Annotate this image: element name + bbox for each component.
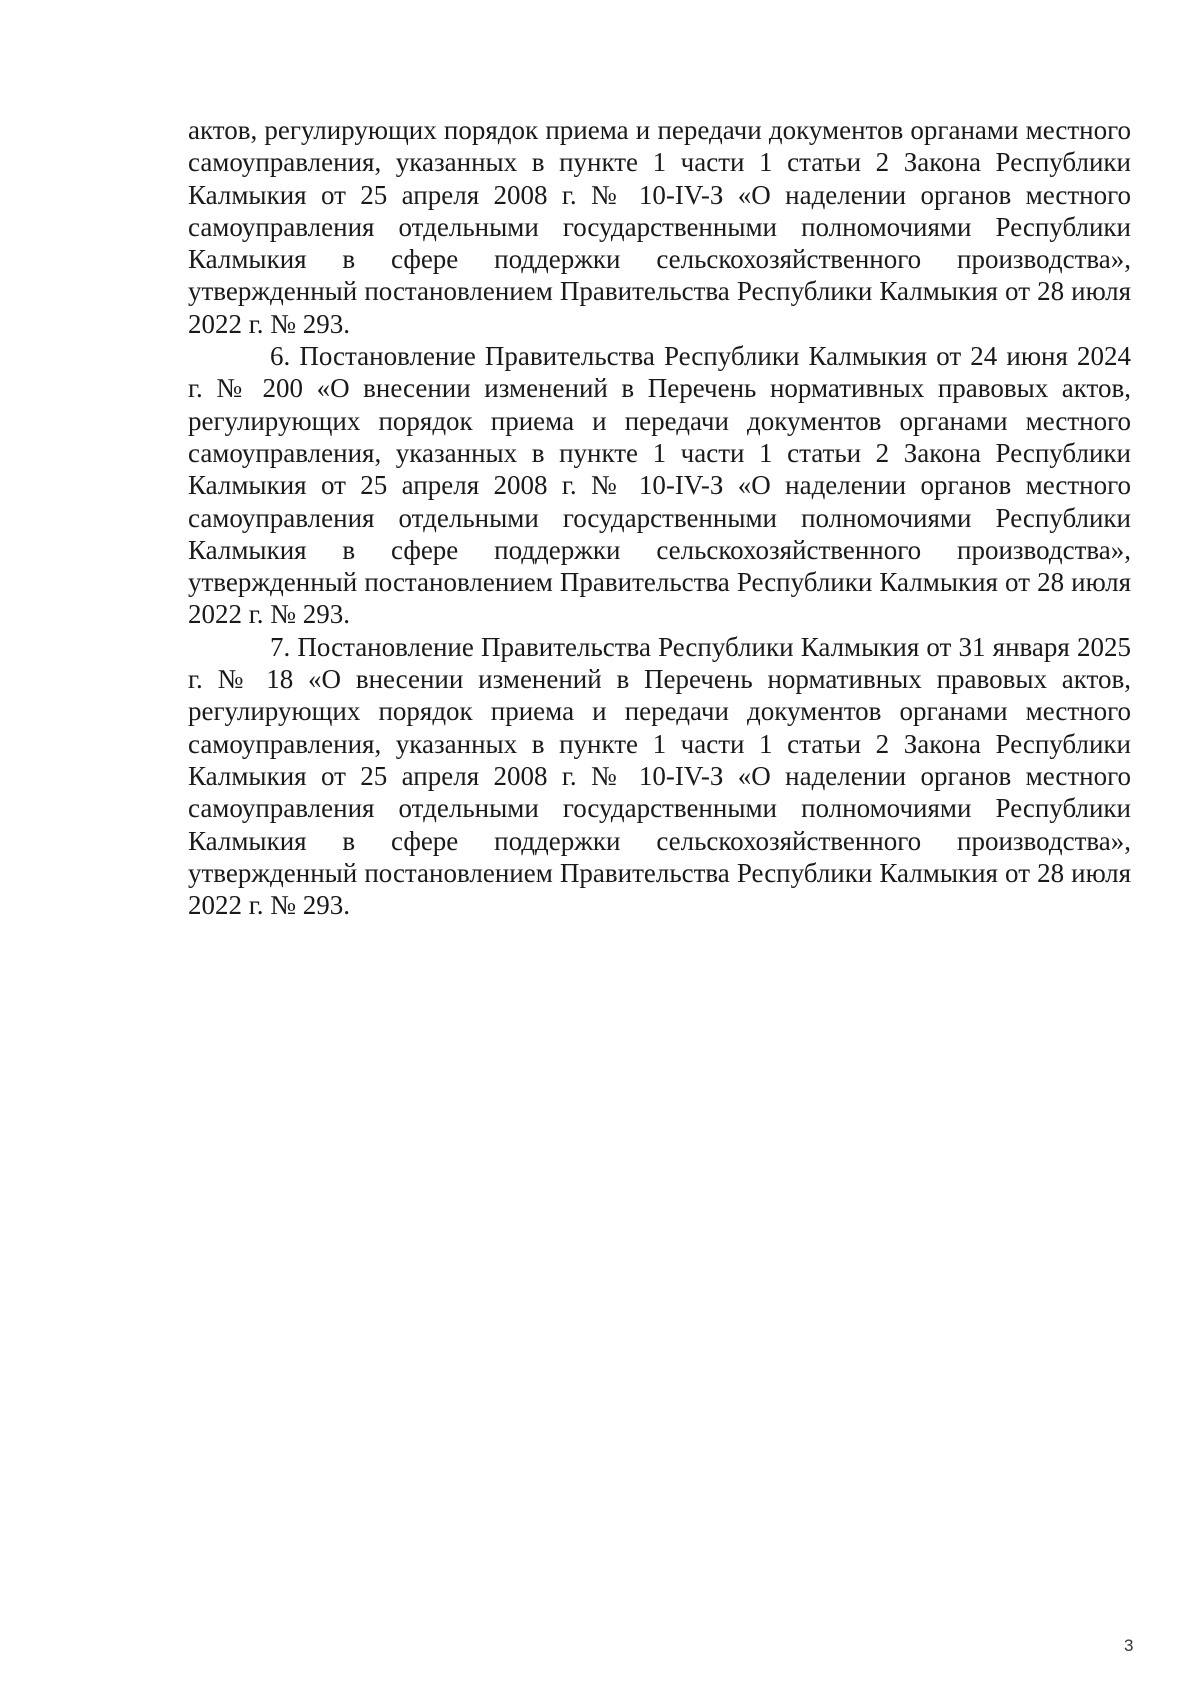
paragraph-item-7: 7. Постановление Правительства Республики Калмыкия от 31 января 2025 г. № 18 «О внесении изменений в Перечень нормативных правовых актов, регулирующих порядок приема и передачи документов органами местного самоуправления, указанных в пункте 1 части 1 статьи 2 Закона Республики Калмыкия от 25 апреля 2008 г. № 10-IV-З «О наделении органов местного самоуправления отдельными государственными полномочиями Республики Калмыкия в сфере поддержки сельскохозяйственного производства», утвержденный постановлением Правительства Республики Калмыкия от 28 июля 2022 г. № 293.	[188, 631, 1131, 921]
paragraph-item-6: 6. Постановление Правительства Республики Калмыкия от 24 июня 2024 г. № 200 «О внесении изменений в Перечень нормативных правовых актов, регулирующих порядок приема и передачи документов органами местного самоуправления, указанных в пункте 1 части 1 статьи 2 Закона Республики Калмыкия от 25 апреля 2008 г. № 10-IV-З «О наделении органов местного самоуправления отдельными государственными полномочиями Республики Калмыкия в сфере поддержки сельскохозяйственного производства», утвержденный постановлением Правительства Республики Калмыкия от 28 июля 2022 г. № 293.	[188, 341, 1131, 630]
document-body	[188, 114, 1131, 921]
paragraph-continuation: актов, регулирующих порядок приема и передачи документов органами местного самоуправления, указанных в пункте 1 части 1 статьи 2 Закона Республики Калмыкия от 25 апреля 2008 г. № 10-IV-З «О наделении органов местного самоуправления отдельными государственными полномочиями Республики Калмыкия в сфере поддержки сельскохозяйственного производства», утвержденный постановлением Правительства Республики Калмыкия от 28 июля 2022 г. № 293.	[188, 115, 1131, 339]
page-number: 3	[1124, 1636, 1134, 1655]
